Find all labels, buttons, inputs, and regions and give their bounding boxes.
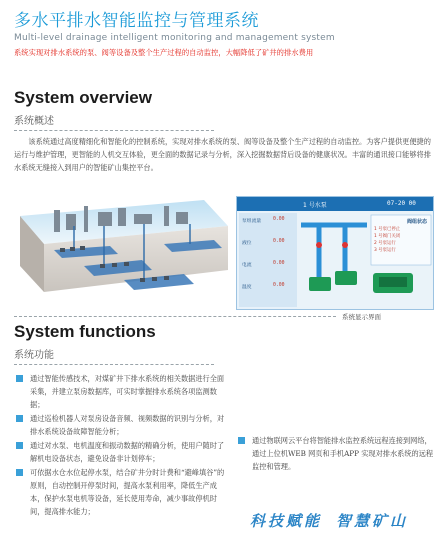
list-item: 通过物联网云平台将智能排水监控系统远程连接到网络，通过上位机WEB 网页和手机APP 实现对排水系统的远程监控和管理。 — [236, 434, 434, 473]
list-item: 通过对水泵、电机温度和振动数据的精确分析，使用户随时了解机电设备状态，避免设备非计划停车； — [14, 439, 228, 465]
image-caption: 系统显示界面 — [342, 313, 381, 321]
scada-status-line: 2 号泵运行 — [374, 241, 396, 246]
list-item: 可依据水仓水位起停水泵，结合矿井分时计费和“避峰填谷”的原则，自动控制开停泵时间，提高水泵利用率，降低生产成本，保护水泵电机等设备，延长使用寿命，减少事故停机时间，提高排水能力； — [14, 466, 228, 518]
bullet-square-icon — [16, 469, 23, 476]
caption-divider — [14, 316, 336, 317]
overview-heading-cn: 系统概述 — [14, 116, 54, 127]
functions-list-left — [14, 372, 228, 519]
scada-status-line: 1 号泵已停止 — [374, 227, 401, 232]
page-title: 多水平排水智能监控与管理系统 — [14, 11, 259, 31]
scada-status-title: 阀组状态 — [407, 219, 428, 225]
scada-side-label-3: 电流 — [242, 263, 252, 268]
scada-side-label-4: 温度 — [242, 285, 252, 290]
functions-heading: System functions — [14, 322, 156, 341]
list-item: 通过智能传感技术，对煤矿井下排水系统的相关数据进行全面采集，并建立泵房数据库，可实时掌握排水系统各项监测数据； — [14, 372, 228, 411]
scada-side-value-3: 0.00 — [273, 261, 285, 266]
pump-station-diagram — [297, 211, 433, 309]
scada-side-label-2: 液位 — [242, 241, 252, 246]
list-item: 通过巡检机器人对泵房设备音频、视频数据的识别与分析，对排水系统设备故障智能分析； — [14, 412, 228, 438]
functions-divider — [14, 364, 214, 365]
mine-drainage-illustration — [14, 196, 230, 308]
scada-status-line: 3 号泵运行 — [374, 248, 396, 253]
bullet-square-icon — [16, 415, 23, 422]
overview-paragraph: 该系统通过高度精细化和智能化的控制系统，实现对排水系统的泵、阀等设备及整个生产过程的自动监控。为客户提供更便捷的运行与维护管理，更智能的人机交互体验，更全面的数据记录与分析，深入挖掘数据背后设备的健康状况。丰富的通讯接口能够将排水系统无缝接入到用户的智能矿山集控平台。 — [14, 137, 431, 172]
scada-side-value-2: 0.00 — [273, 239, 285, 244]
overview-divider — [14, 130, 214, 131]
page-title-english: Multi-level drainage intelligent monitoring and management system — [14, 33, 335, 43]
slogan — [250, 510, 408, 531]
bullet-square-icon — [16, 442, 23, 449]
scada-side-value-4: 0.00 — [273, 283, 285, 288]
functions-list-right — [236, 434, 434, 474]
bullet-square-icon — [238, 437, 245, 444]
page-subtitle: 系统实现对排水系统的泵、阀等设备及整个生产过程的自动监控，大幅降低了矿井的排水费用 — [14, 48, 314, 57]
bullet-square-icon — [16, 375, 23, 382]
scada-status-line: 1 号阀门关闭 — [374, 234, 401, 239]
system-display-screenshot — [236, 196, 434, 310]
overview-heading: System overview — [14, 88, 152, 107]
scada-time: 07-20 00 — [387, 200, 416, 207]
functions-heading-cn: 系统功能 — [14, 350, 54, 361]
scada-title: 1 号水泵 — [303, 202, 327, 209]
slogan-part-2: 智慧矿山 — [336, 512, 409, 530]
scada-side-label-1: 泵组流量 — [242, 219, 262, 224]
slogan-part-1: 科技赋能 — [250, 512, 323, 530]
scada-side-value-1: 0.00 — [273, 217, 285, 222]
